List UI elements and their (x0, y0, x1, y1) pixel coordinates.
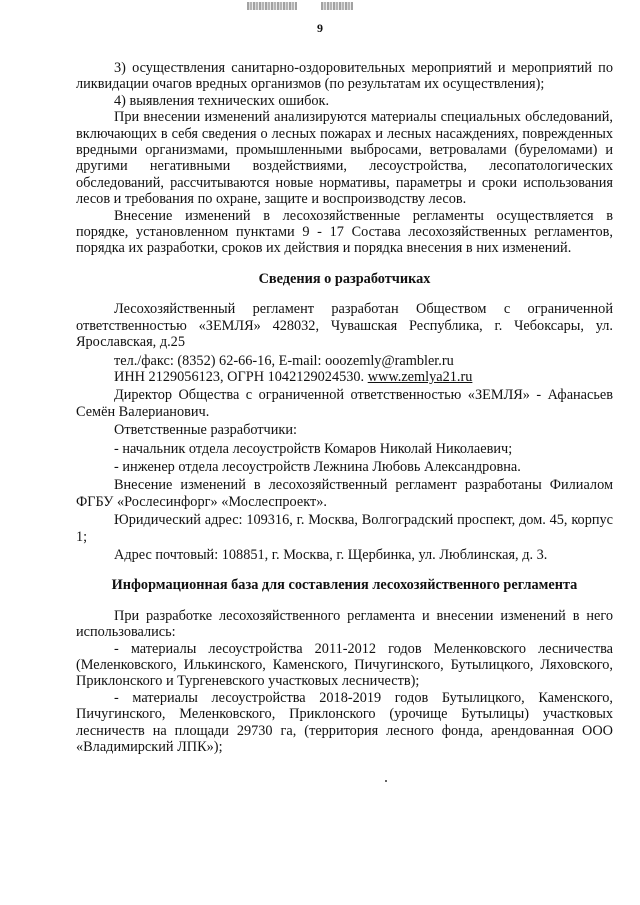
section-heading-info-base: Информационная база для составления лесохозяйственного регламента (111, 577, 578, 594)
paragraph: Внесение изменений в лесохозяйственные регламенты осуществляется в порядке, установленном пунктами 9 - 17 Состава лесохозяйственных регламентов, порядка их разработки, сроков их действия и порядка внесения в них изменений. (76, 207, 613, 257)
director: Директор Общества с ограниченной ответственностью «ЗЕМЛЯ» - Афанасьев Семён Валерианович. (76, 387, 613, 420)
scan-artifact-left (247, 2, 297, 10)
paragraph: 3) осуществления санитарно-оздоровительных мероприятий и мероприятий по ликвидации очагов вредных организмов (по результатам их осуществления); (76, 60, 613, 93)
contact-phone-email: тел./факс: (8352) 62-66-16, E-mail: ooozemly@rambler.ru (114, 352, 454, 369)
responsible-item: - инженер отдела лесоустройств Лежнина Любовь Александровна. (114, 458, 521, 475)
paragraph: При внесении изменений анализируются материалы специальных обследований, включающих в себя сведения о лесных пожарах и лесных насаждениях, поврежденных вредными организмами, промышленными выбросами, ветровалами (буреломами) и другими негативными воздействиями, лесоустройства, лесопатологических обследований, рассчитываются новые нормативы, параметры и сроки использования лесов и требования по охране, защите и воспроизводству лесов. (76, 109, 613, 208)
website-link[interactable]: www.zemlya21.ru (367, 368, 473, 385)
scan-artifact-right (321, 2, 353, 10)
responsible-title: Ответственные разработчики: (114, 422, 297, 439)
postal-address: Адрес почтовый: 108851, г. Москва, г. Щербинка, ул. Люблинская, д. 3. (114, 546, 548, 563)
paragraph: 4) выявления технических ошибок. (114, 92, 330, 109)
legal-address: Юридический адрес: 109316, г. Москва, Волгоградский проспект, дом. 45, корпус 1; (76, 512, 613, 545)
responsible-item: - начальник отдела лесоустройств Комаров Николай Николаевич; (114, 440, 513, 457)
paragraph: Лесохозяйственный регламент разработан Обществом с ограниченной ответственностью «ЗЕМЛЯ» 428032, Чувашская Республика, г. Чебоксары, ул. Ярославская, д.25 (76, 301, 613, 351)
inn-ogrn: ИНН 2129056123, ОГРН 1042129024530. (114, 368, 368, 385)
list-item: - материалы лесоустройства 2011-2012 годов Меленковского лесничества (Меленковского, Илькинского, Каменского, Пичугинского, Бутылицкого, Ляховского, Приклонского и Тургеневского участковых лесничеств); (76, 640, 613, 690)
list-item: - материалы лесоустройства 2018-2019 годов Бутылицкого, Каменского, Пичугинского, Меленковского, Приклонского (урочище Бутылицы) участковых лесничеств на площади 29730 га, (территория лесного фонда, арендованная ООО «Владимирский ЛПК»); (76, 689, 613, 756)
section-heading-developers: Сведения о разработчиках (258, 270, 431, 287)
paragraph: При разработке лесохозяйственного регламента и внесении изменений в него использовались: (76, 607, 613, 641)
changes-by: Внесение изменений в лесохозяйственный регламент разработаны Филиалом ФГБУ «Рослесинфорг» «Мослеспроект». (76, 477, 613, 510)
registration-numbers (76, 369, 613, 385)
scan-dot (385, 780, 387, 782)
document-body (76, 60, 613, 755)
page-number: 9 (317, 21, 323, 35)
